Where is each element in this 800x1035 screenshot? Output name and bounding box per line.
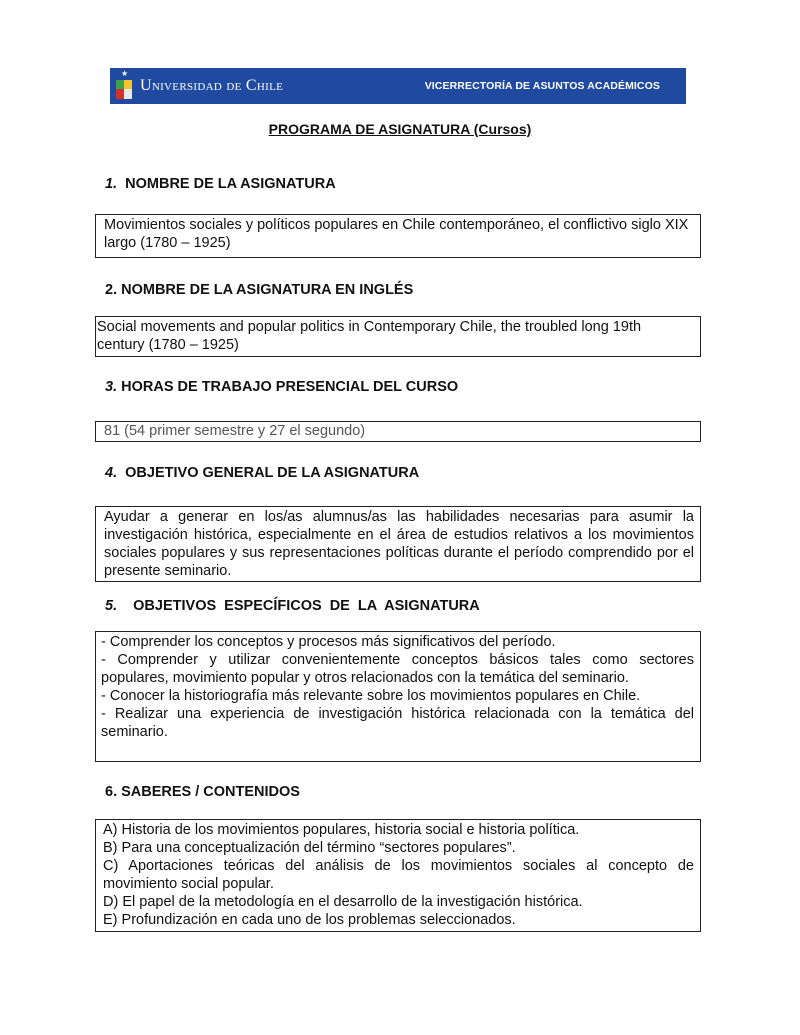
specific-objective-item: - Comprender y utilizar convenientemente conceptos básicos tales como sectores populares, movimiento popular y otros relacionados con la temática del seminario. <box>101 652 694 686</box>
university-shield-icon <box>116 70 132 102</box>
section-3-box <box>95 421 701 442</box>
content-item: A) Historia de los movimientos populares, historia social e historia política. <box>103 822 580 838</box>
specific-objective-item: - Comprender los conceptos y procesos más significativos del período. <box>101 634 556 650</box>
star-icon: ★ <box>121 69 129 78</box>
content-item: B) Para una conceptualización del término “sectores populares”. <box>103 840 516 856</box>
university-name: Universidad de Chile <box>140 77 284 94</box>
specific-objective-item: - Conocer la historiografía más relevante sobre los movimientos populares en Chile. <box>101 688 641 704</box>
course-name-english: Social movements and popular politics in Contemporary Chile, the troubled long 19th century (1780 – 1925) <box>97 319 642 353</box>
section-4-box <box>95 506 701 582</box>
content-item: E) Profundización en cada uno de los problemas seleccionados. <box>103 912 516 928</box>
content-item: C) Aportaciones teóricas del análisis de los movimientos sociales al concepto de movimiento social popular. <box>103 858 694 892</box>
section-5-heading: 5. OBJETIVOS ESPECÍFICOS DE LA ASIGNATURA <box>105 598 480 614</box>
department-name: VICERRECTORÍA DE ASUNTOS ACADÉMICOS <box>424 80 660 92</box>
section-5-box <box>95 631 701 762</box>
content-item: D) El papel de la metodología en el desarrollo de la investigación histórica. <box>103 894 583 910</box>
section-2-heading: 2. NOMBRE DE LA ASIGNATURA EN INGLÉS <box>105 282 414 298</box>
section-1-heading: 1. NOMBRE DE LA ASIGNATURA <box>105 176 336 192</box>
section-6-heading: 6. SABERES / CONTENIDOS <box>105 784 300 800</box>
course-name: Movimientos sociales y políticos populares en Chile contemporáneo, el conflictivo siglo XIX largo (1780 – 1925) <box>104 217 689 251</box>
section-1-box <box>95 214 701 258</box>
general-objective: Ayudar a generar en los/as alumnus/as las habilidades necesarias para asumir la investigación histórica, especialmente en el área de estudios relativos a los movimientos sociales populares y sus representaciones políticas durante el período comprendido por el presente seminario. <box>104 509 694 579</box>
section-6-box <box>95 819 701 932</box>
section-2-box <box>95 316 701 357</box>
specific-objective-item: - Realizar una experiencia de investigación histórica relacionada con la temática del seminario. <box>101 706 694 740</box>
section-4-heading: 4. OBJETIVO GENERAL DE LA ASIGNATURA <box>105 465 420 481</box>
course-hours: 81 (54 primer semestre y 27 el segundo) <box>104 423 366 439</box>
section-3-heading: 3. HORAS DE TRABAJO PRESENCIAL DEL CURSO <box>105 379 459 395</box>
document-title: PROGRAMA DE ASIGNATURA (Cursos) <box>268 121 532 137</box>
header-banner <box>110 68 686 104</box>
